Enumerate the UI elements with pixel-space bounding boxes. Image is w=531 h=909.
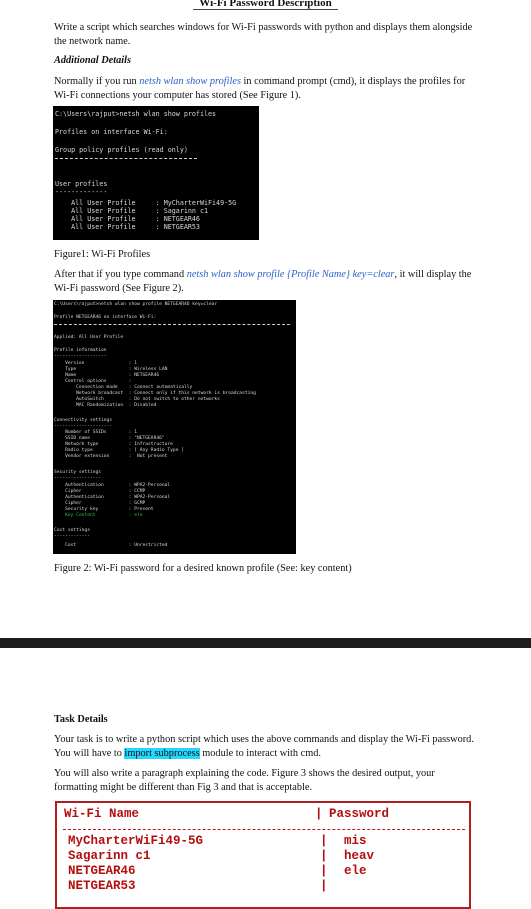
intro-paragraph: Write a script which searches windows for Wi-Fi passwords with python and displays them alongside the network name.: [54, 22, 473, 47]
task-details-heading: Task Details: [54, 714, 108, 725]
output-row-password: heav: [344, 849, 375, 863]
terminal-line: Authentication : WPA2-Personal: [54, 495, 171, 500]
terminal-figure-1: [53, 106, 259, 240]
terminal-line: Control options :: [54, 379, 132, 384]
output-row-name: Sagarinn c1: [68, 849, 151, 863]
output-header-password: Password: [329, 807, 390, 821]
output-row-name: NETGEAR53: [68, 879, 136, 893]
command-show-profiles: netsh wlan show profiles: [139, 76, 241, 87]
output-header-separator: |: [315, 807, 323, 821]
terminal-line: All User Profile : NETGEAR46: [55, 215, 200, 223]
output-row-separator: |: [320, 864, 328, 878]
terminal-line: C:\Users\rajput>netsh wlan show profiles: [55, 110, 217, 118]
terminal-line: Profile NETGEAR46 on interface Wi-Fi:: [54, 315, 157, 320]
terminal-line: All User Profile : Sagarinn c1: [55, 207, 208, 215]
terminal-line: Cost settings: [54, 528, 90, 533]
highlighted-import-subprocess: import subprocess: [124, 748, 200, 759]
terminal-figure-2: [53, 300, 296, 554]
terminal-line: All User Profile : NETGEAR53: [55, 223, 200, 231]
output-row-password: ele: [344, 864, 367, 878]
terminal-line: Network broadcast : Connect only if this network is broadcasting: [54, 391, 256, 396]
terminal-line: AutoSwitch : Do not switch to other networks: [54, 397, 220, 402]
terminal-line: C:\Users\rajput>netsh wlan show profile NETGEAR46 key=clear: [54, 302, 218, 307]
output-row-separator: |: [320, 879, 328, 893]
terminal-line: Network type : Infrastructure: [54, 442, 173, 447]
terminal-line: -----------------: [54, 476, 102, 481]
page-heading: Wi-Fi Password Description: [0, 0, 531, 9]
terminal-line: Radio type : [ Any Radio Type ]: [54, 448, 184, 453]
terminal-line: -------------: [55, 188, 108, 196]
task-paragraph-2: You will also write a paragraph explaining the code. Figure 3 shows the desired output, your formatting might be different than Fig 3 and that is acceptable.: [54, 768, 435, 793]
terminal-line: MAC Randomization : Disabled: [54, 403, 157, 408]
terminal-line: User profiles: [55, 180, 108, 188]
page-separator: [0, 638, 531, 648]
output-row-separator: |: [320, 849, 328, 863]
terminal-line: -------------------: [54, 354, 107, 359]
terminal-line: Number of SSIDs : 1: [54, 430, 137, 435]
terminal-line: -------------: [54, 534, 90, 539]
terminal-line: Applied: All User Profile: [54, 335, 124, 340]
terminal-divider: [55, 158, 197, 159]
output-row-separator: |: [320, 834, 328, 848]
terminal-line-key-content: Key Content : ele: [54, 513, 143, 518]
terminal-line: Group policy profiles (read only): [55, 146, 188, 154]
terminal-line: Cost : Unrestricted: [54, 543, 168, 548]
terminal-line: SSID name : "NETGEAR46": [54, 436, 165, 441]
output-row-password: mis: [344, 834, 367, 848]
terminal-line: Name : NETGEAR46: [54, 373, 160, 378]
terminal-line: All User Profile : MyCharterWiFi49-5G: [55, 199, 237, 207]
terminal-line: Version : 1: [54, 361, 137, 366]
command-show-profile-key: netsh wlan show profile {Profile Name} key=clear: [186, 269, 395, 280]
figure-1-caption: Figure1: Wi-Fi Profiles: [54, 249, 151, 260]
task-paragraph-1: Your task is to write a python script which uses the above commands and display the Wi-Fi password. You will have to import subprocess module to interact with cmd.: [54, 734, 474, 759]
terminal-line: Profile information: [54, 348, 107, 353]
terminal-line: Security key : Present: [54, 507, 154, 512]
terminal-line: Connection mode : Connect automatically: [54, 385, 193, 390]
terminal-line: Cipher : CCMP: [54, 489, 146, 494]
output-header-name: Wi-Fi Name: [64, 807, 140, 821]
figure-2-caption: Figure 2: Wi-Fi password for a desired known profile (See: key content): [54, 563, 352, 574]
terminal-line: Cipher : GCMP: [54, 501, 146, 506]
desired-output-box: [55, 801, 471, 909]
terminal-line: Connectivity settings: [54, 418, 113, 423]
terminal-divider: [54, 324, 290, 325]
terminal-line: Profiles on interface Wi-Fi:: [55, 128, 168, 136]
terminal-line: Authentication : WPA2-Personal: [54, 483, 171, 488]
paragraph-netsh-profile-key: After that if you type command netsh wlan show profile {Profile Name} key=clear, it will display the Wi-Fi password (See Figure 2).: [54, 269, 472, 294]
additional-details-heading: Additional Details: [54, 55, 131, 66]
output-divider: [63, 829, 465, 830]
terminal-line: Type : Wireless LAN: [54, 367, 168, 372]
terminal-line: Vendor extension : Not present: [54, 454, 168, 459]
terminal-line: Security settings: [54, 470, 102, 475]
output-row-name: MyCharterWiFi49-5G: [68, 834, 204, 848]
paragraph-netsh-profiles: Normally if you run netsh wlan show profiles in command prompt (cmd), it displays the profiles for Wi-Fi connections your computer has stored (See Figure 1).: [54, 76, 466, 101]
terminal-line: ---------------------: [54, 424, 113, 429]
output-row-name: NETGEAR46: [68, 864, 136, 878]
